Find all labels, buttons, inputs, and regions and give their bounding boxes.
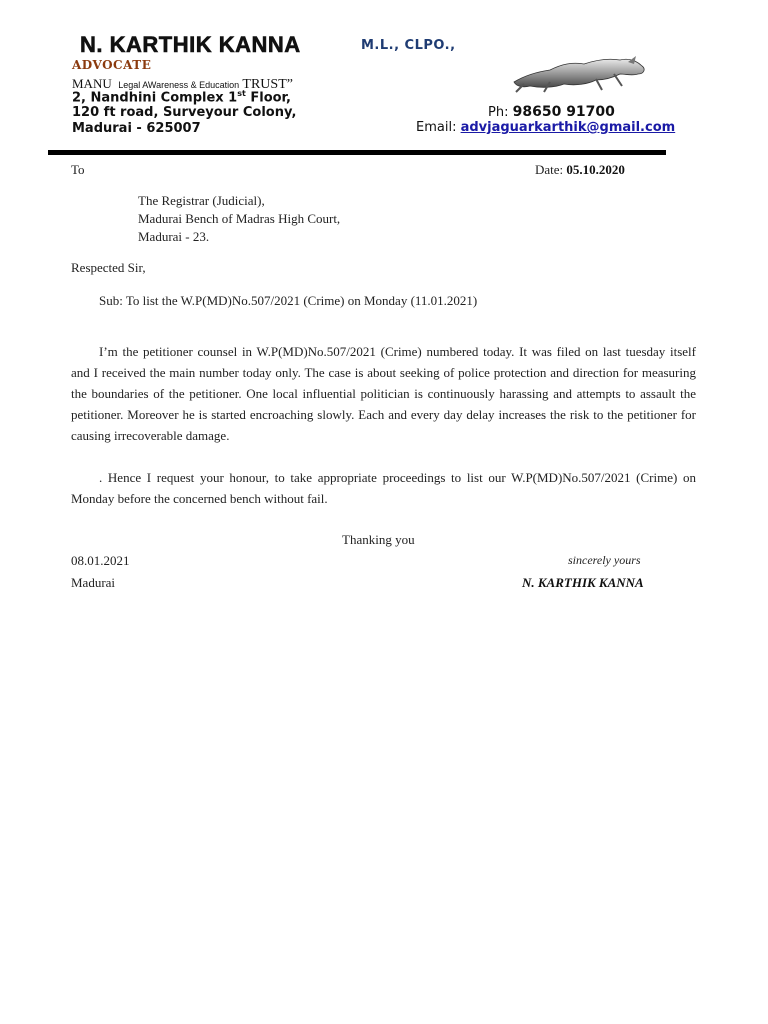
valediction: sincerely yours <box>568 553 641 567</box>
body-paragraph-1: I’m the petitioner counsel in W.P(MD)No.507/2021 (Crime) numbered today. It was filed on last tuesday itself and I received the main number today only. The case is about seeking of police protection and direction for measuring the boundaries of the petitioner. One local influential politician is continuously harassing and attempts to assault the petitioner. Moreover he is started encroaching slowly. Each and every day delay increases the risk to the petitioner for causing irrecoverable damage. <box>71 344 696 443</box>
signing-date: 08.01.2021 <box>71 553 130 568</box>
letter-date <box>535 162 625 178</box>
recipient-line-3: Madurai - 23. <box>138 229 210 244</box>
phone-number: 98650 91700 <box>512 104 615 120</box>
address-line-2: 120 ft road, Surveyour Colony, <box>72 105 297 120</box>
letterhead-divider <box>48 150 666 155</box>
advocate-name: N. KARTHIK KANNA <box>80 32 301 57</box>
closing-thanks: Thanking you <box>342 532 415 547</box>
address-line-1-text: 2, Nandhini Complex 1 <box>72 90 238 106</box>
signatory-name: N. KARTHIK KANNA <box>522 575 644 590</box>
trust-part-3: areness & Education <box>156 80 240 90</box>
address-line-1-end: Floor, <box>245 90 291 106</box>
trust-part-4: TRUST” <box>242 77 293 92</box>
body-paragraph-2: . Hence I request your honour, to take appropriate proceedings to list our W.P(MD)No.507/2021 (Crime) on Monday before the concerned bench without fail. <box>71 470 696 506</box>
signing-place: Madurai <box>71 575 116 590</box>
jaguar-leaping-icon <box>510 52 650 96</box>
address-line-1 <box>72 89 291 105</box>
email-label: Email: <box>416 120 457 135</box>
date-value: 05.10.2020 <box>566 162 625 177</box>
phone-line <box>488 104 615 120</box>
qualifications: M.L., CLPO., <box>361 38 456 53</box>
recipient-line-2: Madurai Bench of Madras High Court, <box>138 211 341 226</box>
recipient-line-1: The Registrar (Judicial), <box>138 193 265 208</box>
date-label: Date: <box>535 162 564 177</box>
trust-part-2: Legal AW <box>118 80 157 90</box>
to-label: To <box>71 162 85 177</box>
phone-label: Ph: <box>488 105 509 120</box>
subject-line: Sub: To list the W.P(MD)No.507/2021 (Crime) on Monday (11.01.2021) <box>99 293 478 308</box>
email-line <box>416 120 675 135</box>
address-line-1-sup: st <box>237 89 246 98</box>
email-link[interactable]: advjaguarkarthik@gmail.com <box>460 120 676 135</box>
salutation: Respected Sir, <box>71 260 146 275</box>
designation: ADVOCATE <box>72 58 152 72</box>
trust-part-1: MANU <box>72 76 112 91</box>
address-line-3: Madurai - 625007 <box>72 121 201 136</box>
